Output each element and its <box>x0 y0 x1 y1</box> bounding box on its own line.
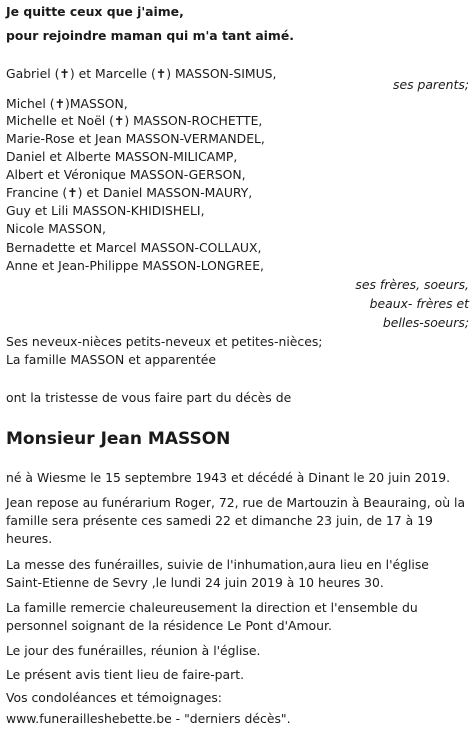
intro-line-2: pour rejoindre maman qui m'a tant aimé. <box>6 28 294 43</box>
sibling-line: Michel (✝)MASSON, <box>6 96 128 111</box>
website-line <box>6 711 291 727</box>
siblings-role-line: belles-soeurs; <box>382 315 469 330</box>
sibling-line: Bernadette et Marcel MASSON-COLLAUX, <box>6 240 262 255</box>
others-line: La famille MASSON et apparentée <box>6 352 216 367</box>
sibling-line: Anne et Jean-Philippe MASSON-LONGREE, <box>6 258 264 273</box>
sibling-line: Albert et Véronique MASSON-GERSON, <box>6 167 246 182</box>
sibling-line: Daniel et Alberte MASSON-MILICAMP, <box>6 149 238 164</box>
website-suffix: - "derniers décès". <box>171 711 291 726</box>
sibling-line: Guy et Lili MASSON-KHIDISHELI, <box>6 203 205 218</box>
sibling-line: Marie-Rose et Jean MASSON-VERMANDEL, <box>6 131 265 146</box>
others-line: Ses neveux-nièces petits-neveux et petites-nièces; <box>6 334 323 349</box>
siblings-role-line: beaux- frères et <box>369 296 469 311</box>
siblings-role-line: ses frères, soeurs, <box>355 277 469 292</box>
sibling-line: Michelle et Noël (✝) MASSON-ROCHETTE, <box>6 113 263 128</box>
paragraph: né à Wiesme le 15 septembre 1943 et décédé à Dinant le 20 juin 2019. <box>6 470 451 485</box>
intro-line-1: Je quitte ceux que j'aime, <box>6 4 184 19</box>
parents-names: Gabriel (✝) et Marcelle (✝) MASSON-SIMUS, <box>6 66 277 81</box>
website-link[interactable]: www.funerailleshebette.be <box>6 711 172 726</box>
paragraph: Vos condoléances et témoignages: <box>6 690 222 705</box>
paragraph: Le jour des funérailles, réunion à l'église. <box>6 643 261 658</box>
sibling-line: Francine (✝) et Daniel MASSON-MAURY, <box>6 185 253 200</box>
paragraph: La messe des funérailles, suivie de l'inhumation,aura lieu en l'église Saint-Etienne de Sevry ,le lundi 24 juin 2019 à 10 heures 30. <box>6 557 429 590</box>
parents-role: ses parents; <box>393 77 469 92</box>
deceased-name: Monsieur Jean MASSON <box>6 429 231 449</box>
paragraph: Le présent avis tient lieu de faire-part. <box>6 667 245 682</box>
paragraph: Jean repose au funérarium Roger, 72, rue de Martouzin à Beauraing, où la famille sera présente ces samedi 22 et dimanche 23 juin, de 17 à 19 heures. <box>6 495 466 546</box>
sibling-line: Nicole MASSON, <box>6 221 106 236</box>
paragraph: La famille remercie chaleureusement la direction et l'ensemble du personnel soignant de la résidence Le Pont d'Amour. <box>6 600 418 633</box>
announce-text: ont la tristesse de vous faire part du décès de <box>6 390 292 405</box>
